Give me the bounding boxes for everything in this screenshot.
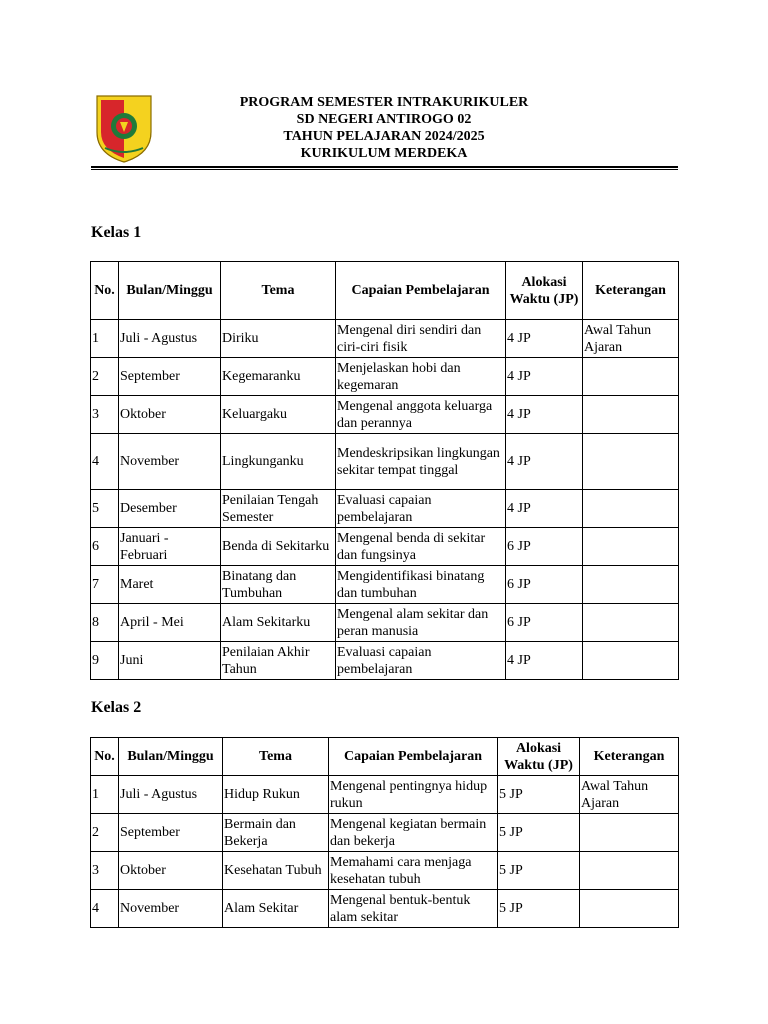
cell-bulan: September	[119, 814, 223, 852]
table-kelas-1	[90, 261, 679, 680]
cell-tema: Penilaian Akhir Tahun	[221, 642, 336, 680]
table-row	[91, 814, 679, 852]
table-kelas-2	[90, 737, 679, 928]
cell-bulan: Oktober	[119, 396, 221, 434]
cell-capaian: Mengenal bentuk-bentuk alam sekitar	[329, 890, 498, 928]
header-cell-keterangan: Keterangan	[580, 738, 679, 776]
cell-no: 4	[91, 434, 119, 490]
cell-no: 9	[91, 642, 119, 680]
table-body-kelas-1	[91, 320, 679, 680]
cell-no: 4	[91, 890, 119, 928]
cell-bulan: September	[119, 358, 221, 396]
header-cell-bulan: Bulan/Minggu	[119, 738, 223, 776]
table-header-row	[91, 738, 679, 776]
cell-bulan: Juli - Agustus	[119, 776, 223, 814]
cell-alokasi: 6 JP	[506, 566, 583, 604]
table-row	[91, 852, 679, 890]
cell-keterangan	[583, 566, 679, 604]
section-title-kelas-1: Kelas 1	[91, 224, 142, 241]
cell-alokasi: 4 JP	[506, 490, 583, 528]
header-cell-alokasi: Alokasi Waktu (JP)	[506, 262, 583, 320]
cell-capaian: Mengenal pentingnya hidup rukun	[329, 776, 498, 814]
cell-tema: Lingkunganku	[221, 434, 336, 490]
cell-no: 2	[91, 814, 119, 852]
cell-bulan: Juli - Agustus	[119, 320, 221, 358]
cell-capaian: Mengenal alam sekitar dan peran manusia	[336, 604, 506, 642]
header-curriculum: KURIKULUM MERDEKA	[300, 146, 468, 161]
header-cell-tema: Tema	[223, 738, 329, 776]
regional-emblem-icon	[91, 92, 157, 164]
cell-tema: Kegemaranku	[221, 358, 336, 396]
cell-capaian: Mengenal anggota keluarga dan perannya	[336, 396, 506, 434]
cell-alokasi: 5 JP	[498, 814, 580, 852]
cell-capaian: Mengenal kegiatan bermain dan bekerja	[329, 814, 498, 852]
cell-capaian: Menjelaskan hobi dan kegemaran	[336, 358, 506, 396]
cell-tema: Hidup Rukun	[223, 776, 329, 814]
cell-keterangan	[583, 396, 679, 434]
document-header	[160, 94, 608, 162]
cell-alokasi: 5 JP	[498, 852, 580, 890]
cell-capaian: Mengidentifikasi binatang dan tumbuhan	[336, 566, 506, 604]
cell-alokasi: 5 JP	[498, 890, 580, 928]
table-row	[91, 566, 679, 604]
cell-keterangan: Awal Tahun Ajaran	[583, 320, 679, 358]
cell-alokasi: 4 JP	[506, 320, 583, 358]
cell-capaian: Evaluasi capaian pembelajaran	[336, 490, 506, 528]
table-row	[91, 434, 679, 490]
header-school-name: SD NEGERI ANTIROGO 02	[296, 112, 472, 127]
cell-tema: Kesehatan Tubuh	[223, 852, 329, 890]
cell-capaian: Memahami cara menjaga kesehatan tubuh	[329, 852, 498, 890]
cell-capaian: Mendeskripsikan lingkungan sekitar tempat tinggal	[336, 434, 506, 490]
cell-tema: Binatang dan Tumbuhan	[221, 566, 336, 604]
cell-tema: Penilaian Tengah Semester	[221, 490, 336, 528]
cell-alokasi: 6 JP	[506, 528, 583, 566]
table-row	[91, 776, 679, 814]
cell-bulan: Oktober	[119, 852, 223, 890]
header-school-year: TAHUN PELAJARAN 2024/2025	[283, 129, 485, 144]
cell-bulan: April - Mei	[119, 604, 221, 642]
cell-alokasi: 5 JP	[498, 776, 580, 814]
cell-no: 8	[91, 604, 119, 642]
cell-capaian: Mengenal benda di sekitar dan fungsinya	[336, 528, 506, 566]
cell-capaian: Evaluasi capaian pembelajaran	[336, 642, 506, 680]
cell-tema: Alam Sekitarku	[221, 604, 336, 642]
table-body-kelas-2	[91, 776, 679, 928]
cell-alokasi: 6 JP	[506, 604, 583, 642]
cell-no: 1	[91, 776, 119, 814]
header-cell-capaian: Capaian Pembelajaran	[336, 262, 506, 320]
cell-keterangan	[583, 358, 679, 396]
cell-bulan: November	[119, 434, 221, 490]
cell-keterangan	[583, 604, 679, 642]
cell-keterangan	[583, 528, 679, 566]
cell-alokasi: 4 JP	[506, 396, 583, 434]
cell-alokasi: 4 JP	[506, 434, 583, 490]
cell-no: 5	[91, 490, 119, 528]
cell-bulan: Juni	[119, 642, 221, 680]
cell-capaian: Mengenal diri sendiri dan ciri-ciri fisik	[336, 320, 506, 358]
header-divider	[91, 166, 678, 170]
table-header-row	[91, 262, 679, 320]
cell-keterangan	[583, 642, 679, 680]
table-row	[91, 358, 679, 396]
header-cell-bulan: Bulan/Minggu	[119, 262, 221, 320]
header-cell-keterangan: Keterangan	[583, 262, 679, 320]
section-title-kelas-2: Kelas 2	[91, 699, 142, 716]
cell-keterangan	[583, 490, 679, 528]
cell-bulan: November	[119, 890, 223, 928]
header-cell-no: No.	[91, 738, 119, 776]
cell-bulan: Desember	[119, 490, 221, 528]
cell-no: 6	[91, 528, 119, 566]
header-cell-no: No.	[91, 262, 119, 320]
cell-tema: Bermain dan Bekerja	[223, 814, 329, 852]
cell-no: 2	[91, 358, 119, 396]
cell-no: 7	[91, 566, 119, 604]
table-row	[91, 490, 679, 528]
table-row	[91, 604, 679, 642]
cell-keterangan: Awal Tahun Ajaran	[580, 776, 679, 814]
cell-keterangan	[580, 814, 679, 852]
header-program-title: PROGRAM SEMESTER INTRAKURIKULER	[239, 95, 529, 110]
table-row	[91, 642, 679, 680]
cell-tema: Diriku	[221, 320, 336, 358]
header-cell-capaian: Capaian Pembelajaran	[329, 738, 498, 776]
cell-keterangan	[583, 434, 679, 490]
cell-no: 3	[91, 396, 119, 434]
cell-tema: Keluargaku	[221, 396, 336, 434]
cell-keterangan	[580, 852, 679, 890]
cell-tema: Alam Sekitar	[223, 890, 329, 928]
table-row	[91, 320, 679, 358]
cell-alokasi: 4 JP	[506, 642, 583, 680]
cell-bulan: Januari - Februari	[119, 528, 221, 566]
table-row	[91, 396, 679, 434]
cell-bulan: Maret	[119, 566, 221, 604]
table-row	[91, 890, 679, 928]
cell-no: 1	[91, 320, 119, 358]
cell-alokasi: 4 JP	[506, 358, 583, 396]
cell-tema: Benda di Sekitarku	[221, 528, 336, 566]
header-cell-tema: Tema	[221, 262, 336, 320]
table-row	[91, 528, 679, 566]
cell-keterangan	[580, 890, 679, 928]
header-cell-alokasi: Alokasi Waktu (JP)	[498, 738, 580, 776]
cell-no: 3	[91, 852, 119, 890]
